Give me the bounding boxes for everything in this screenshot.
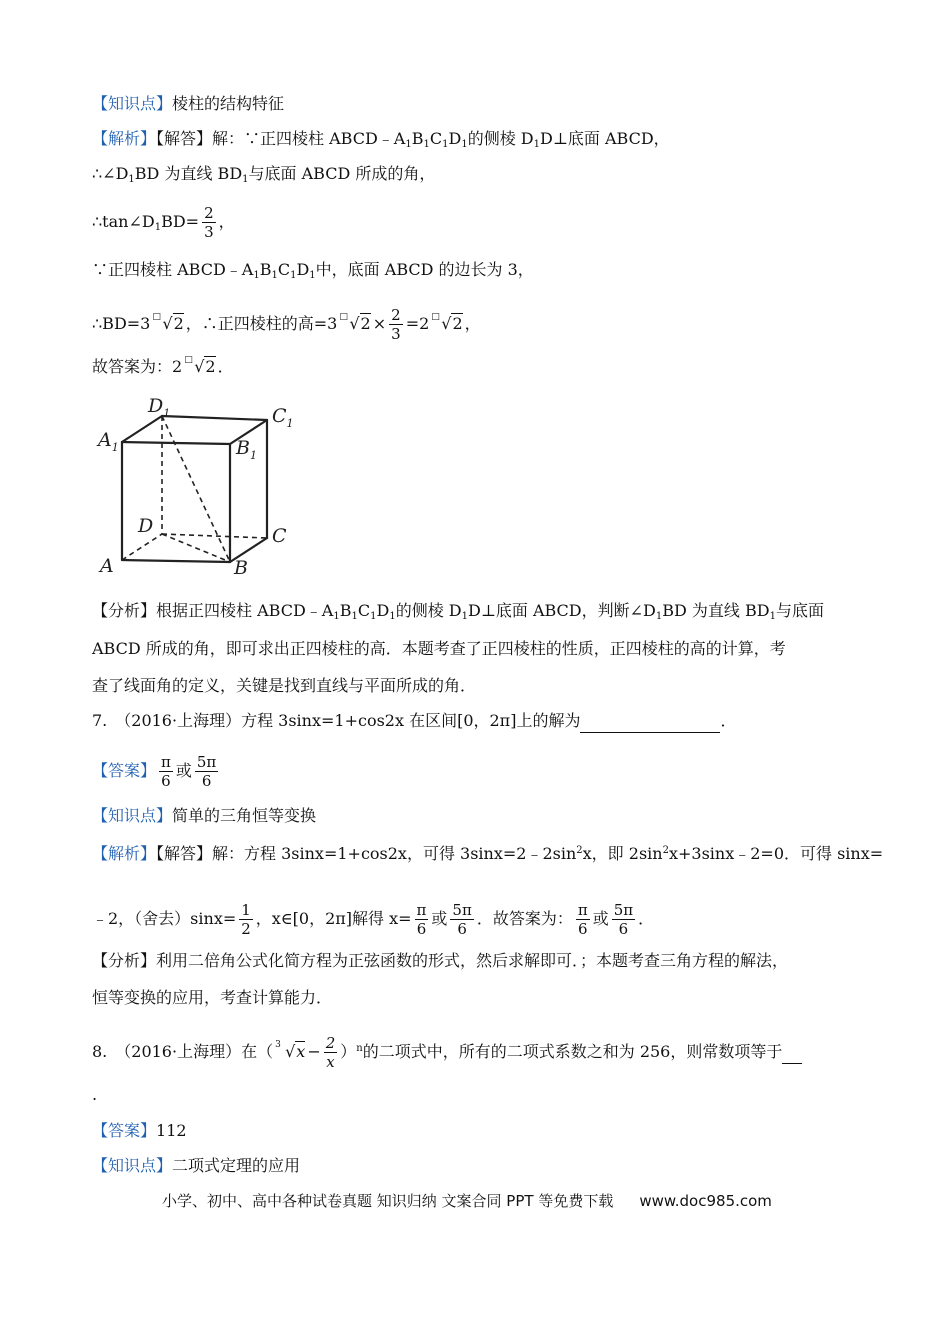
text: C — [277, 260, 291, 279]
denominator: 6 — [416, 920, 427, 938]
text: D⊥底面 ABCD，判断∠D — [467, 601, 656, 620]
text: 根据正四棱柱 ABCD﹣A — [156, 601, 334, 620]
subscript: 1 — [389, 611, 396, 622]
knowledge-tag: 【知识点】 — [92, 806, 173, 825]
label-b1: $B_1$ — [236, 437, 257, 462]
knowledge-text: 棱柱的结构特征 — [172, 94, 285, 113]
text: D — [376, 601, 390, 620]
knowledge-tag: 【知识点】 — [92, 1156, 173, 1175]
q6-analysis-line-2: ABCD 所成的角，即可求出正四棱柱的高．本题考查了正四棱柱的性质，正四棱柱的高的计算，考 — [92, 639, 786, 658]
text: 解：∵正四棱柱 ABCD﹣A — [212, 129, 406, 148]
label-a1: $A_1$ — [98, 429, 119, 454]
q7-solution-line-2 — [92, 901, 654, 938]
text: ∴BD=3 — [92, 314, 151, 333]
text: ∴tan∠D — [92, 212, 155, 231]
text: 的侧棱 D — [395, 601, 462, 620]
subscript: 1 — [442, 139, 449, 150]
text: C — [429, 129, 443, 148]
analysis-tag: 【分析】 — [92, 601, 157, 620]
text: 解：方程 3sinx=1+cos2x，可得 3sinx=2﹣2sin — [212, 844, 577, 863]
text: ，∴正四棱柱的高=3 — [185, 314, 338, 333]
radicand: 2 — [452, 314, 463, 333]
knowledge-text: 简单的三角恒等变换 — [172, 806, 317, 825]
text: 8. （2016·上海理）在（ — [92, 1042, 274, 1061]
text: B — [411, 129, 424, 148]
text: 的二项式中，所有的二项式系数之和为 256，则常数项等于 — [362, 1042, 783, 1061]
radical: □ √2 — [339, 313, 370, 335]
diagonal-d1-b-dashed — [162, 416, 230, 562]
text: − — [307, 1042, 321, 1061]
subscript: 1 — [351, 611, 358, 622]
numerator: 2 — [204, 204, 214, 222]
text: 7. （2016·上海理）方程 3sinx=1+cos2x 在区间[0，2π]上的解为 — [92, 711, 581, 730]
answer-blank — [580, 710, 720, 733]
text: ． — [638, 909, 655, 928]
footer-text: 小学、初中、高中各种试卷真题 知识归纳 文案合同 PPT 等免费下载 — [162, 1192, 614, 1210]
knowledge-tag: 【知识点】 — [92, 94, 173, 113]
q7-answer-line — [92, 753, 221, 790]
denominator: 3 — [204, 223, 214, 241]
denominator: 6 — [161, 772, 171, 790]
q8-knowledge-line — [92, 1155, 300, 1177]
root-index: 3 — [275, 1040, 281, 1050]
numerator: π — [161, 753, 171, 771]
denominator: 3 — [391, 325, 401, 343]
q6-solution-line-2 — [92, 163, 435, 191]
text: 或 — [175, 761, 192, 780]
q6-solution-line-3 — [92, 204, 235, 241]
subscript: 1 — [242, 174, 249, 185]
text: C — [357, 601, 371, 620]
text: 利用二倍角公式化简方程为正弦函数的形式，然后求解即可．；本题考查三角方程的解法， — [156, 951, 789, 970]
radical: 3 √x — [275, 1041, 305, 1063]
answer-tag: 【答案】 — [92, 1121, 157, 1140]
knowledge-text: 二项式定理的应用 — [172, 1156, 301, 1175]
text: D⊥底面 ABCD， — [540, 129, 670, 148]
q6-final-answer-line — [92, 356, 234, 378]
text: 中，底面 ABCD 的边长为 3， — [315, 260, 534, 279]
analysis-tag: 【分析】 — [92, 951, 157, 970]
radicand: 2 — [205, 357, 216, 376]
numerator: 5π — [613, 901, 634, 919]
denominator: 6 — [578, 920, 588, 938]
text: 与底面 — [775, 601, 824, 620]
answer-tag: 【答案】 — [92, 761, 157, 780]
numerator: 5π — [452, 901, 472, 919]
radical: □ √2 — [184, 356, 215, 378]
numerator: 2 — [325, 1034, 336, 1052]
analysis-parse-tag: 【解析】 — [92, 844, 157, 863]
text: B — [339, 601, 352, 620]
edge-d-c-dashed — [162, 534, 267, 538]
numerator: π — [416, 901, 427, 919]
fraction — [415, 901, 429, 938]
label-b: B — [234, 557, 248, 579]
fraction — [159, 753, 173, 790]
q8-stem — [92, 1034, 802, 1071]
denominator: 6 — [457, 920, 467, 938]
prism-figure — [96, 388, 302, 584]
edge-a-b — [122, 560, 230, 562]
numerator: π — [577, 901, 588, 919]
label-d1: $D_1$ — [148, 395, 171, 420]
denominator: x — [326, 1053, 335, 1071]
text: ． — [217, 357, 234, 376]
edge-d1-c1 — [162, 416, 267, 420]
text: D — [448, 129, 462, 148]
denominator: 2 — [241, 920, 251, 938]
denominator: 6 — [618, 920, 629, 938]
numerator: 5π — [196, 753, 217, 771]
q8-answer-line — [92, 1120, 187, 1142]
q7-knowledge-line — [92, 805, 316, 827]
text: ，x∈[0，2π]解得 x= — [255, 909, 412, 928]
subscript: 1 — [271, 270, 278, 281]
subscript: 1 — [533, 139, 540, 150]
text: =2 — [405, 314, 430, 333]
text: BD 为直线 BD — [662, 601, 770, 620]
q6-analysis-line-3: 查了线面角的定义，关键是找到直线与平面所成的角． — [92, 676, 477, 695]
edge-d-b-dashed — [162, 534, 230, 562]
text: 故答案为：2 — [92, 357, 183, 376]
fraction — [202, 204, 216, 241]
root-index: □ — [184, 355, 193, 365]
q6-solution-line-5 — [92, 306, 481, 343]
text: 或 — [592, 909, 609, 928]
subscript: 1 — [290, 270, 297, 281]
subscript: 1 — [405, 139, 412, 150]
radicand: 2 — [173, 314, 184, 333]
superscript: 2 — [662, 845, 669, 856]
label-a: A — [100, 555, 114, 577]
numerator: 1 — [241, 901, 251, 919]
fraction — [239, 901, 253, 938]
root-index: □ — [339, 312, 348, 322]
subscript: 1 — [423, 139, 430, 150]
edge-a-d-dashed — [122, 534, 162, 560]
fraction — [612, 901, 635, 938]
subscript: 1 — [128, 174, 135, 185]
text: × — [372, 314, 387, 333]
text: D — [296, 260, 310, 279]
text: ∵正四棱柱 ABCD﹣A — [92, 260, 254, 279]
answer-solve-tag: 【解答】 — [156, 844, 213, 863]
text: ， — [464, 314, 481, 333]
root-index: □ — [152, 312, 161, 322]
text: 的侧棱 D — [467, 129, 534, 148]
label-d: D — [138, 515, 154, 537]
root-index: □ — [431, 312, 440, 322]
subscript: 1 — [154, 222, 162, 233]
analysis-parse-tag: 【解析】 — [92, 129, 157, 148]
text: x+3sinx﹣2=0．可得 sinx= — [668, 844, 884, 863]
numerator: 2 — [391, 306, 401, 324]
q7-analysis-line-2: 恒等变换的应用，考查计算能力． — [92, 988, 333, 1007]
subscript: 1 — [253, 270, 260, 281]
q8-blank-end: . — [92, 1085, 98, 1104]
q6-solution-line-1 — [92, 128, 670, 156]
subscript: 1 — [370, 611, 377, 622]
q6-knowledge-line — [92, 93, 284, 115]
radical: □ √2 — [431, 313, 462, 335]
text: BD= — [161, 212, 200, 231]
edge-a1-b1 — [122, 442, 230, 444]
superscript: n — [356, 1043, 363, 1054]
answer-value: 112 — [156, 1121, 187, 1140]
q6-analysis-line-1 — [92, 600, 824, 628]
label-c: C — [272, 525, 287, 547]
subscript: 1 — [461, 139, 468, 150]
fraction — [576, 901, 590, 938]
text: ∴∠D — [92, 164, 129, 183]
answer-blank — [782, 1041, 802, 1064]
page-footer — [162, 1190, 772, 1211]
label-c1: $C_1$ — [272, 405, 294, 430]
footer-site[interactable]: www.doc985.com — [639, 1192, 772, 1210]
subscript: 1 — [333, 611, 340, 622]
denominator: 6 — [201, 772, 212, 790]
text: ） — [340, 1042, 357, 1061]
text: BD 为直线 BD — [134, 164, 243, 183]
text: ．故答案为： — [476, 909, 573, 928]
fraction — [324, 1034, 338, 1071]
subscript: 1 — [461, 611, 468, 622]
q7-solution-line-1 — [92, 840, 883, 865]
radicand: 2 — [360, 314, 371, 333]
fraction — [389, 306, 403, 343]
radicand: x — [296, 1042, 306, 1061]
text: 与底面 ABCD 所成的角， — [248, 164, 436, 183]
text: ． — [720, 711, 737, 730]
radical: □ √2 — [152, 313, 183, 335]
text: B — [259, 260, 272, 279]
text: x，即 2sin — [582, 844, 663, 863]
subscript: 1 — [769, 611, 776, 622]
text: ， — [218, 212, 235, 231]
fraction — [195, 753, 218, 790]
q6-solution-line-4 — [92, 259, 534, 287]
edge-a1-d1 — [122, 416, 162, 442]
subscript: 1 — [655, 611, 663, 622]
superscript: 2 — [576, 845, 583, 856]
fraction — [450, 901, 473, 938]
text: 或 — [431, 909, 448, 928]
answer-solve-tag: 【解答】 — [156, 129, 213, 148]
q7-analysis-line-1 — [92, 950, 788, 972]
q7-stem — [92, 710, 736, 733]
subscript: 1 — [309, 270, 316, 281]
text: ﹣2，（舍去）sinx= — [92, 909, 237, 928]
